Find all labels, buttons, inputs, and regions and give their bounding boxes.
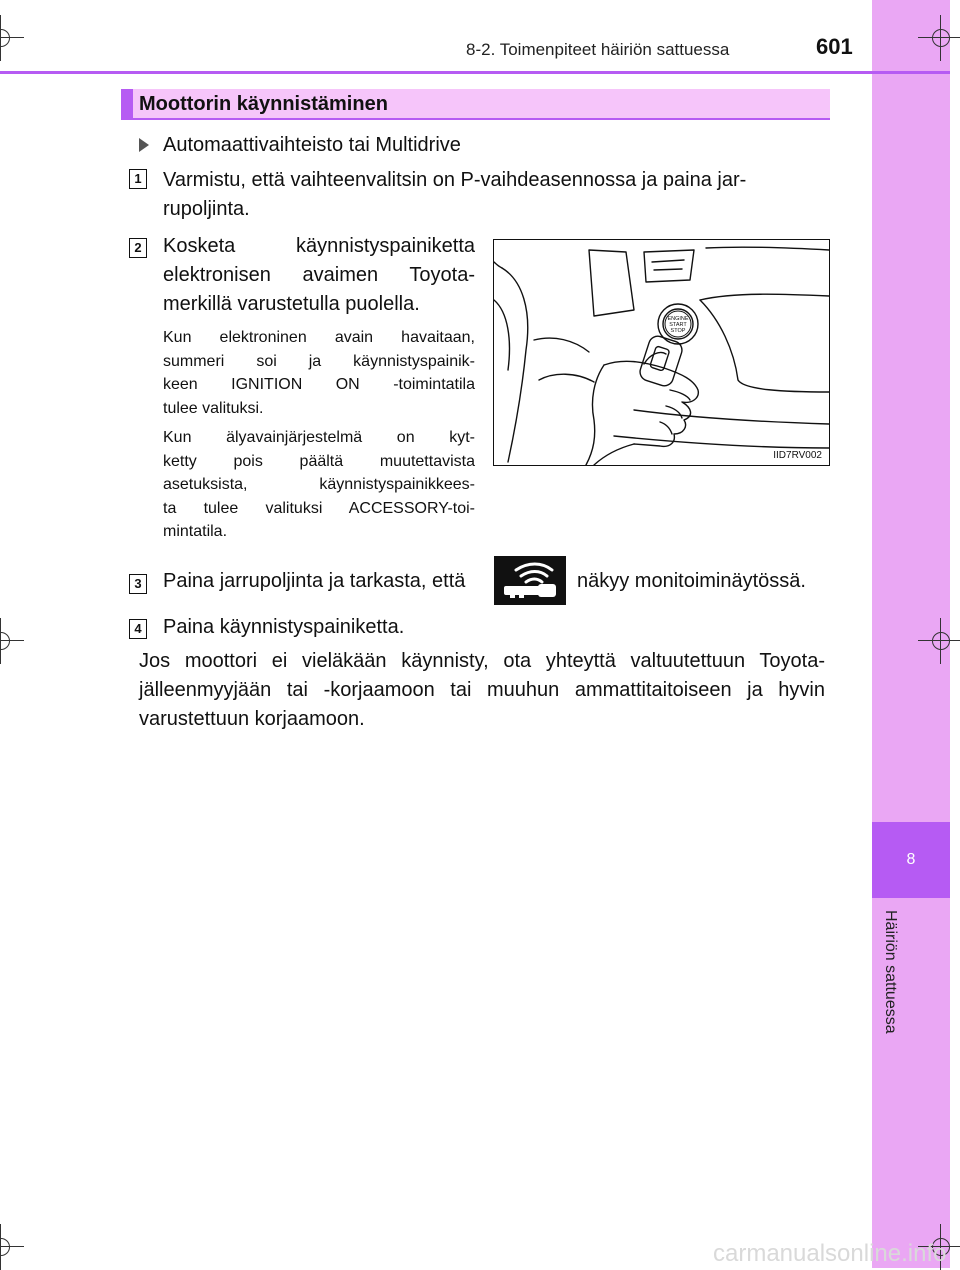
- registration-mark: [0, 1232, 16, 1262]
- note-1-line-3: keen IGNITION ON -toimintatila: [163, 376, 475, 393]
- triangle-bullet-icon: [139, 138, 149, 152]
- registration-mark: [0, 626, 16, 656]
- registration-mark: [926, 626, 956, 656]
- step-3-text-before-icon: Paina jarrupoljinta ja tarkasta, että: [163, 570, 466, 592]
- note-1-line-2: summeri soi ja käynnistyspainik-: [163, 352, 475, 370]
- step-number-2: 2: [129, 238, 147, 258]
- closing-line-1: Jos moottori ei vieläkään käynnisty, ota yhteyttä valtuutettuun Toyota-: [139, 650, 825, 672]
- smart-key-indicator-icon: [494, 556, 566, 605]
- step-4-text: Paina käynnistyspainiketta.: [163, 616, 405, 638]
- subsection-title: Automaattivaihteisto tai Multidrive: [163, 134, 461, 156]
- note-2-line-1: Kun älyavainjärjestelmä on kyt-: [163, 429, 475, 446]
- button-text-line-3: STOP: [670, 328, 686, 334]
- step-3-text-after-icon: näkyy monitoiminäytössä.: [577, 570, 806, 592]
- closing-line-2: jälleenmyyjään tai -korjaamoon tai muuhun ammattitaitoiseen ja hyvin: [139, 679, 825, 701]
- chapter-number: 8: [906, 851, 916, 868]
- step-2-line-1: Kosketa käynnistyspainiketta: [163, 235, 475, 257]
- step-1-line-2: rupoljinta.: [163, 198, 250, 220]
- step-2-line-2: elektronisen avaimen Toyota-: [163, 264, 475, 286]
- button-text-line-2: START: [669, 322, 687, 328]
- step-2-line-3: merkillä varustetulla puolella.: [163, 293, 420, 315]
- note-2-line-2: ketty pois päältä muutettavista: [163, 452, 475, 470]
- step-1-line-1: Varmistu, että vaihteenvalitsin on P-vaihdeasennossa ja paina jar-: [163, 169, 747, 191]
- button-text-line-1: ENGINE: [667, 316, 689, 322]
- closing-line-3: varustettuun korjaamoon.: [139, 708, 365, 730]
- note-2-line-5: mintatila.: [163, 523, 228, 540]
- step-number-1: 1: [129, 169, 147, 189]
- engine-start-illustration: [493, 239, 830, 466]
- chapter-side-label: Häiriön sattuessa: [882, 910, 899, 1034]
- step-number-4: 4: [129, 619, 147, 639]
- registration-mark: [926, 23, 956, 53]
- page-number: 601: [816, 34, 853, 59]
- note-1-line-1: Kun elektroninen avain havaitaan,: [163, 329, 475, 346]
- note-2-line-4: ta tulee valituksi ACCESSORY-toi-: [163, 499, 475, 517]
- illustration-drawing: [494, 240, 829, 465]
- header-rule: [0, 71, 950, 74]
- note-2-line-3: asetuksista, käynnistyspainikkees-: [163, 476, 475, 493]
- watermark: carmanualsonline.info: [713, 1240, 947, 1267]
- section-title: Moottorin käynnistäminen: [121, 89, 830, 120]
- chapter-number-box: [872, 822, 950, 898]
- registration-mark: [0, 23, 16, 53]
- running-head: 8-2. Toimenpiteet häiriön sattuessa: [466, 40, 730, 59]
- figure-code: IID7RV002: [773, 450, 822, 461]
- step-number-3: 3: [129, 574, 147, 594]
- note-1-line-4: tulee valituksi.: [163, 399, 264, 417]
